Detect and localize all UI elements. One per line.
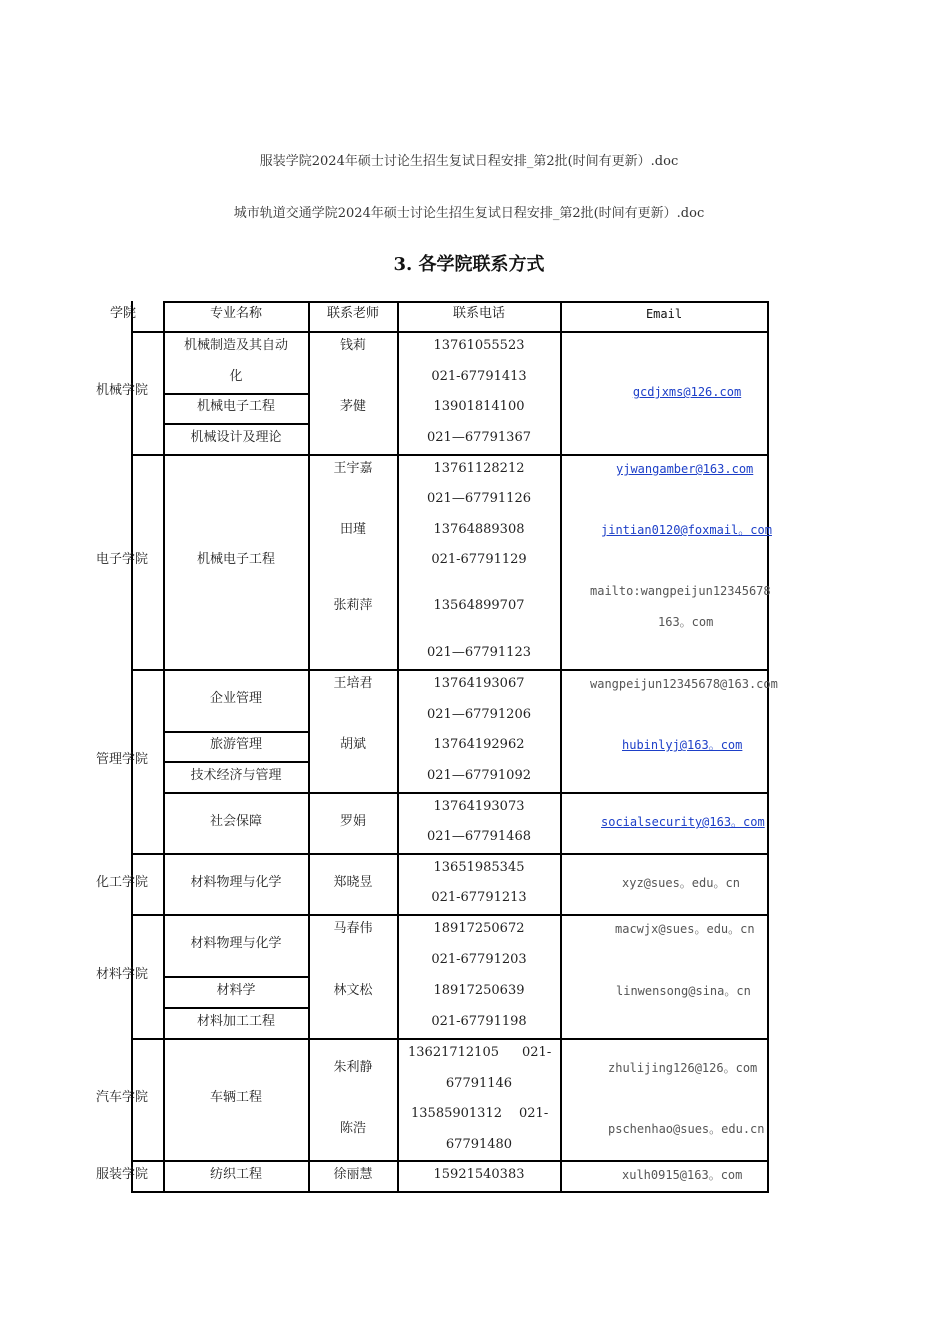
teacher-cell: 田瑾: [339, 522, 366, 537]
major-cell: 企业管理: [209, 691, 262, 706]
major-cell: 机械制造及其自动: [183, 338, 288, 353]
major-cell: 材料学: [216, 983, 256, 998]
major-cell: 机械设计及理论: [190, 430, 282, 445]
email-text: wangpeijun12345678@163.com: [590, 677, 778, 691]
phone-cell: 13901814100: [433, 399, 525, 414]
header-phone: 联系电话: [452, 306, 505, 321]
email-text: zhulijing126@126。com: [608, 1061, 758, 1075]
phone-cell: 13761128212: [433, 461, 525, 476]
email-text: macwjx@sues。edu。cn: [615, 922, 755, 936]
major-cell: 材料加工工程: [196, 1014, 275, 1029]
teacher-cell: 朱利静: [333, 1060, 373, 1075]
teacher-cell: 马春伟: [333, 921, 373, 936]
phone-cell: 021-67791213: [431, 890, 527, 905]
phone-cell: 021-: [519, 1106, 549, 1121]
email-link[interactable]: yjwangamber@163.com: [616, 462, 754, 476]
major-cell: 社会保障: [209, 814, 262, 829]
email-link[interactable]: gcdjxms@126.com: [632, 385, 742, 399]
phone-cell: 021-67791203: [431, 952, 527, 967]
phone-cell: 021—67791126: [427, 491, 531, 506]
phone-cell: 13764192962: [433, 737, 525, 752]
phone-cell: 67791480: [445, 1137, 513, 1152]
phone-cell: 13564899707: [433, 598, 525, 613]
phone-cell: 021—67791206: [427, 707, 531, 722]
major-cell: 纺织工程: [209, 1167, 262, 1182]
phone-cell: 13651985345: [433, 860, 525, 875]
phone-cell: 67791146: [445, 1076, 513, 1091]
phone-cell: 13764193073: [433, 799, 525, 814]
teacher-cell: 罗娟: [339, 814, 366, 829]
college-cell: 电子学院: [96, 552, 149, 567]
major-cell: 旅游管理: [209, 737, 262, 752]
teacher-cell: 王培君: [333, 676, 373, 691]
email-text: mailto:wangpeijun12345678: [590, 584, 771, 598]
major-cell: 化: [229, 369, 243, 384]
phone-cell: 021—67791367: [427, 430, 531, 445]
header-major: 专业名称: [209, 306, 262, 321]
major-cell: 机械电子工程: [196, 552, 275, 567]
teacher-cell: 陈浩: [339, 1121, 366, 1136]
phone-cell: 021-67791129: [431, 552, 527, 567]
phone-cell: 021—67791092: [427, 768, 531, 783]
phone-cell: 021—67791468: [427, 829, 531, 844]
phone-cell: 021-67791198: [431, 1014, 527, 1029]
section-heading: 3. 各学院联系方式: [393, 254, 545, 275]
major-cell: 车辆工程: [209, 1090, 262, 1105]
email-text: 163。com: [658, 615, 714, 629]
header-email: Email: [645, 307, 683, 321]
teacher-cell: 茅健: [339, 399, 366, 414]
header-college: 学院: [110, 306, 137, 321]
email-text: pschenhao@sues。edu.cn: [608, 1122, 765, 1136]
phone-cell: 18917250672: [433, 921, 525, 936]
teacher-cell: 张莉萍: [333, 598, 373, 613]
major-cell: 材料物理与化学: [190, 875, 282, 890]
email-link[interactable]: hubinlyj@163。com: [622, 738, 743, 752]
file-link-rail-schedule[interactable]: 城市轨道交通学院2024年硕士讨论生招生复试日程安排_第2批(时间有更新）.doc: [233, 206, 705, 221]
email-link[interactable]: jintian0120@foxmail。com: [601, 523, 772, 537]
teacher-cell: 王宇嘉: [333, 461, 373, 476]
phone-cell: 13585901312: [411, 1106, 502, 1121]
teacher-cell: 林文松: [333, 983, 373, 998]
major-cell: 技术经济与管理: [190, 768, 282, 783]
college-cell: 汽车学院: [96, 1090, 149, 1105]
college-cell: 材料学院: [96, 967, 149, 982]
email-text: xulh0915@163。com: [622, 1168, 743, 1182]
major-cell: 材料物理与化学: [190, 936, 282, 951]
email-text: xyz@sues。edu。cn: [622, 876, 740, 890]
college-cell: 管理学院: [96, 752, 149, 767]
phone-cell: 021-: [522, 1045, 552, 1060]
college-cell: 机械学院: [96, 383, 149, 398]
phone-cell: 021-67791413: [431, 369, 527, 384]
phone-cell: 13764889308: [433, 522, 525, 537]
teacher-cell: 郑晓昱: [333, 875, 373, 890]
phone-cell: 13764193067: [433, 676, 525, 691]
major-cell: 机械电子工程: [196, 399, 275, 414]
phone-cell: 13621712105: [408, 1045, 499, 1060]
phone-cell: 13761055523: [433, 338, 525, 353]
college-cell: 化工学院: [96, 875, 149, 890]
email-link[interactable]: socialsecurity@163。com: [601, 815, 765, 829]
teacher-cell: 胡斌: [339, 737, 366, 752]
phone-cell: 021—67791123: [427, 645, 531, 660]
file-link-fashion-schedule[interactable]: 服装学院2024年硕士讨论生招生复试日程安排_第2批(时间有更新）.doc: [259, 154, 679, 169]
phone-cell: 18917250639: [433, 983, 525, 998]
teacher-cell: 徐丽慧: [333, 1167, 373, 1182]
header-teacher: 联系老师: [326, 306, 379, 321]
teacher-cell: 钱莉: [339, 338, 366, 353]
email-text: linwensong@sina。cn: [616, 984, 751, 998]
phone-cell: 15921540383: [433, 1167, 525, 1182]
college-cell: 服装学院: [96, 1167, 149, 1182]
